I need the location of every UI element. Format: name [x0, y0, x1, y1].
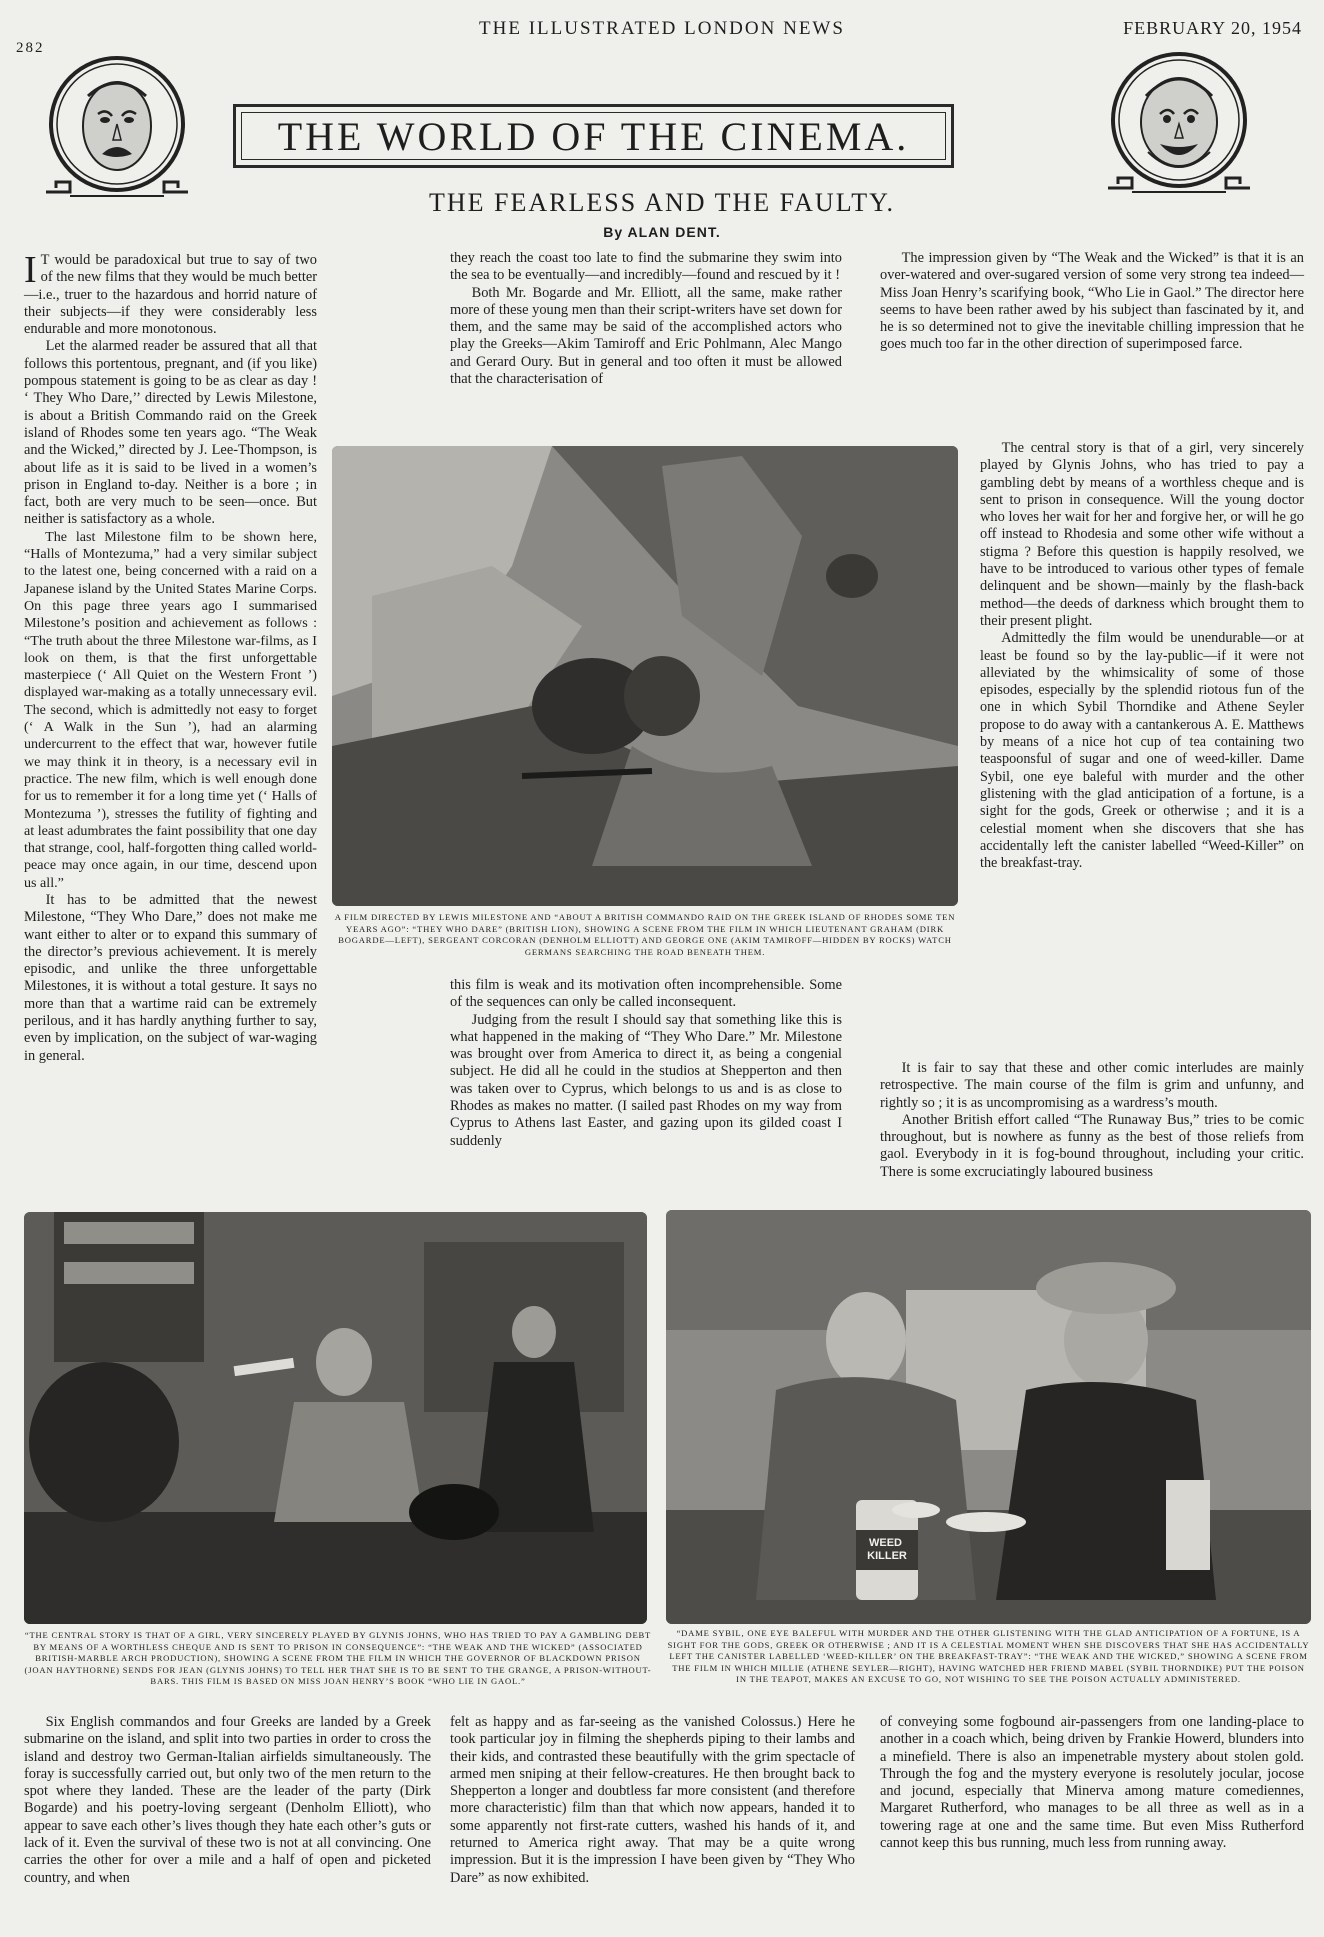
- caption-bottom-left-photo: “THE CENTRAL STORY IS THAT OF A GIRL, VERY SINCERELY PLAYED BY GLYNIS JOHNS, WHO HAS TRIED TO PAY A GAMBLING DEBT BY MEANS OF A WORTHLESS CHEQUE AND IS SENT TO PRISON IN CONSEQUENCE”: “THE WEAK AND THE WICKED” (ASSOCIATED BRITISH-MARBLE ARCH PRODUCTION), SHOWING A SCENE FROM THE FILM IN WHICH THE GOVERNOR OF BLACKDOWN PRISON (JOAN HAYTHORNE) SENDS FOR JEAN (GLYNIS JOHNS) TO TELL HER THAT SHE IS TO BE SENT TO THE GRANGE, A PRISON-WITHOUT-BARS. THIS FILM IS BASED ON MISS JOAN HENRY’S BOOK “WHO LIE IN GAOL.”: [24, 1630, 652, 1686]
- paragraph: I T would be paradoxical but true to say of two of the new films that they would be much better—i.e., truer to the hazardous and horrid nature of their subjects—if they were considerably less endurable and more monotonous.: [24, 249, 317, 338]
- paragraph: Both Mr. Bogarde and Mr. Elliott, all the same, make rather more of these young men than their script-writers have set down for them, and the same may be said of the accomplished actors who play the Greeks—Akim Tamiroff and Eric Pohlmann, Alec Mango and Gerard Oury. But in general and too often it must be allowed that the characterisation of: [450, 284, 842, 388]
- paragraph: Six English commandos and four Greeks are landed by a Greek submarine on the island, and split into two parties in order to cross the island and destroy two German-Italian airfields simultaneously. The foray is successfully carried out, but only two of the men return to the spot where they landed. These are the leader of the party (Dirk Bogarde) and his poetry-loving sergeant (Denholm Elliott), who appear to save each other’s lives though they hate each other’s guts or lack of it. Even the survival of these two is not at all convincing. One carries the other for over a mile and a half of open and picketed country, and when: [24, 1714, 431, 1886]
- caption-bottom-right-photo: “DAME SYBIL, ONE EYE BALEFUL WITH MURDER AND THE OTHER GLISTENING WITH THE GLAD ANTICIPATION OF A FORTUNE, IS A SIGHT FOR THE GODS, GREEK OR OTHERWISE ; AND IT IS A CELESTIAL MOMENT WHEN SHE DISCOVERS THAT SHE HAS ACCIDENTALLY LEFT THE CANISTER LABELLED ‘WEED-KILLER’ ON THE BREAKFAST-TRAY”: “THE WEAK AND THE WICKED,” SHOWING A SCENE FROM THE FILM IN WHICH MILLIE (ATHENE SEYLER—RIGHT), HAVING WATCHED HER FRIEND MABEL (SYBIL THORNDIKE) PUT THE POISON IN THE TEAPOT, MAKES AN EXCUSE TO GO, NOT WISHING TO SEE THE POISON ACTUALLY ADMINISTERED.: [667, 1628, 1310, 1684]
- paragraph: Judging from the result I should say that something like this is what happened in the making of “They Who Dare.” Mr. Milestone was brought over from America to direct it, as being a congenial subject. He did all he could in the studios at Shepperton and then was taken over to Cyprus, which belongs to us and is as close to Rhodes as makes no matter. (I sailed past Rhodes on my way from Cyprus to Athens last Easter, and gazing upon its gilded coast I suddenly: [450, 1011, 842, 1149]
- paragraph: Admittedly the film would be unendurable—or at least be found so by the lay-public—if it were not alleviated by the whimsicality of some of those episodes, especially by the splendid riotous fun of the one in which Sybil Thorndike and Athene Seyler propose to do away with a cantankerous A. E. Matthews by means of a nice hot cup of tea containing two teaspoonsful of sugar and one of weed-killer. Dame Sybil, one eye baleful with murder and the other glistening with the glad anticipation of a fortune, is a sight for the gods, Greek or otherwise ; and it is a celestial moment when she discovers that she has accidentally left the canister labelled “Weed-Killer” on the breakfast-tray.: [980, 630, 1304, 872]
- byline: By ALAN DENT.: [603, 224, 721, 240]
- right-column-bottom: [880, 1714, 1304, 1852]
- weed-killer-tin-label: WEED KILLER: [867, 1537, 907, 1562]
- caption-top-photo: A FILM DIRECTED BY LEWIS MILESTONE AND “ABOUT A BRITISH COMMANDO RAID ON THE GREEK ISLAND OF RHODES SOME TEN YEARS AGO”: “THEY WHO DARE” (BRITISH LION), SHOWING A SCENE FROM THE FILM IN WHICH LIEUTENANT GRAHAM (DIRK BOGARDE—LEFT), SERGEANT CORCORAN (DENHOLM ELLIOTT) AND GEORGE ONE (AKIM TAMIROFF—HIDDEN BY ROCKS) WATCH GERMANS SEARCHING THE ROAD BENEATH THEM.: [334, 912, 956, 957]
- left-column-top: [24, 249, 317, 1065]
- publication-name: THE ILLUSTRATED LONDON NEWS: [479, 18, 845, 39]
- issue-date: FEBRUARY 20, 1954: [1123, 18, 1302, 38]
- photo-weak-and-wicked-tea: [666, 1210, 1311, 1624]
- paragraph: this film is weak and its motivation often incomprehensible. Some of the sequences can only be called inconsequent.: [450, 977, 842, 1011]
- article-subtitle: THE FEARLESS AND THE FAULTY.: [428, 188, 896, 217]
- right-column-lower: [880, 1060, 1304, 1181]
- paragraph: Let the alarmed reader be assured that all that follows this portentous, pregnant, and (if you like) pompous statement is going to be as clear as day ! ‘ They Who Dare,’’ directed by Lewis Milestone, is about a British Commando raid on the Greek island of Rhodes some ten years ago. “The Weak and the Wicked,” directed by J. Lee-Thompson, is about life as it is said to be lived in a women’s prison in England to-day. Neither is a bore ; in fact, both are very much to be seen—once. But neither is satisfactory as a whole.: [24, 338, 317, 528]
- paragraph: Another British effort called “The Runaway Bus,” tries to be comic throughout, but is nowhere as funny as the best of those reliefs from gaol. Everybody in it is fog-bound throughout, including your critic. There is some excruciatingly laboured business: [880, 1111, 1304, 1180]
- article-title: THE WORLD OF THE CINEMA.: [277, 113, 910, 159]
- paragraph: they reach the coast too late to find the submarine they swim into the sea to be eventually—and incredibly—found and rescued by it !: [450, 250, 842, 284]
- paragraph: The central story is that of a girl, very sincerely played by Glynis Johns, who has tried to pay a gambling debt by means of a worthless cheque and is sent to prison in consequence. Will the young doctor who loves her wait for her and forgive her, or will he go off instead to Rhodesia and some other wife without a stigma ? Before this question is happily resolved, we have to be introduced to various other types of female delinquent and be shown—mainly by the flash-back method—the deeds of darkness which brought them to their present plight.: [980, 440, 1304, 629]
- paragraph: The impression given by “The Weak and the Wicked” is that it is an over-watered and over-sugared version of some very strong tea indeed—Miss Joan Henry’s scarifying book, “Who Lie in Gaol.” The director here seems to have been rather awed by his subject than fascinated by it, and he is so determined not to give the inevitable chilling impression that he goes much too far in the other direction of superimposed farce.: [880, 250, 1304, 353]
- photo-they-who-dare: [332, 446, 958, 906]
- page-number: 282: [16, 40, 45, 56]
- drop-cap: I: [24, 249, 37, 291]
- right-column-top: [880, 250, 1304, 354]
- title-box: [233, 104, 954, 168]
- middle-column-lower: [450, 977, 842, 1150]
- middle-column-top: [450, 250, 842, 388]
- photo-weak-and-wicked-office: [24, 1212, 647, 1624]
- paragraph: The last Milestone film to be shown here, “Halls of Montezuma,” had a very similar subject to the latest one, being concerned with a raid on a Japanese island by the United States Marine Corps. On this page three years ago I summarised Milestone’s position and achievement as follows : “The truth about the three Milestone war-films, as I look on them, is that the first unforgettable masterpiece (‘ All Quiet on the Western Front ’) displayed war-making as a totally unnecessary evil. The second, which is admittedly not easy to forget (‘ A Walk in the Sun ’), had an alarming undercurrent to the effect that war, however futile we may think it in theory, is a necessary evil in practice. The new film, which is well enough done for us to remember it for a long time yet (‘ Halls of Montezuma ’), stresses the futility of fighting and at least adumbrates the faint possibility that one day that strange, cool, half-forgotten thing called world-peace may once again, in our time, descend upon us all.”: [24, 528, 317, 891]
- right-column-wrap: [980, 440, 1304, 872]
- paragraph: It has to be admitted that the newest Milestone, “They Who Dare,” does not make me want either to alter or to expand this summary of the director’s previous achievement. It is merely episodic, and unlike the three unforgettable Milestones, it is without a total gesture. It says no more than that a wartime raid can be extremely perilous, and it has hardly anything further to say, even by implication, on the subject of war-waging in general.: [24, 891, 317, 1064]
- left-column-bottom: [24, 1714, 431, 1887]
- paragraph: of conveying some fogbound air-passengers from one landing-place to another in a coach which, being driven by Frankie Howerd, blunders into a minefield. There is also an impenetrable mystery about stolen gold. Through the fog and the mystery everyone is resolutely jocular, jocose and jocund, especially that Minerva among mature comediennes, Margaret Rutherford, who manages to be all three as well as in a towering rage at one and the same time. But even Miss Rutherford cannot keep this bus running, much less from running away.: [880, 1714, 1304, 1852]
- paragraph: It is fair to say that these and other comic interludes are mainly retrospective. The main course of the film is grim and unfunny, and rightly so ; it is as uncompromising as a wardress’s mouth.: [880, 1060, 1304, 1111]
- paragraph: felt as happy and as far-seeing as the vanished Colossus.) Here he took particular joy in filming the shepherds piping to their lambs and their kids, and contrasted these beautifully with the grim spectacle of armed men sniping at their fellow-creatures. He then brought back to Shepperton a longer and doubtless far more consistent (and therefore more characteristic) film than that which now appears, handed it to some apparently not first-rate cutters, washed his hands of it, and returned to America right away. That may be a quite wrong impression. But it is the impression I have been given by “They Who Dare” as now exhibited.: [450, 1714, 855, 1886]
- middle-column-bottom: [450, 1714, 855, 1887]
